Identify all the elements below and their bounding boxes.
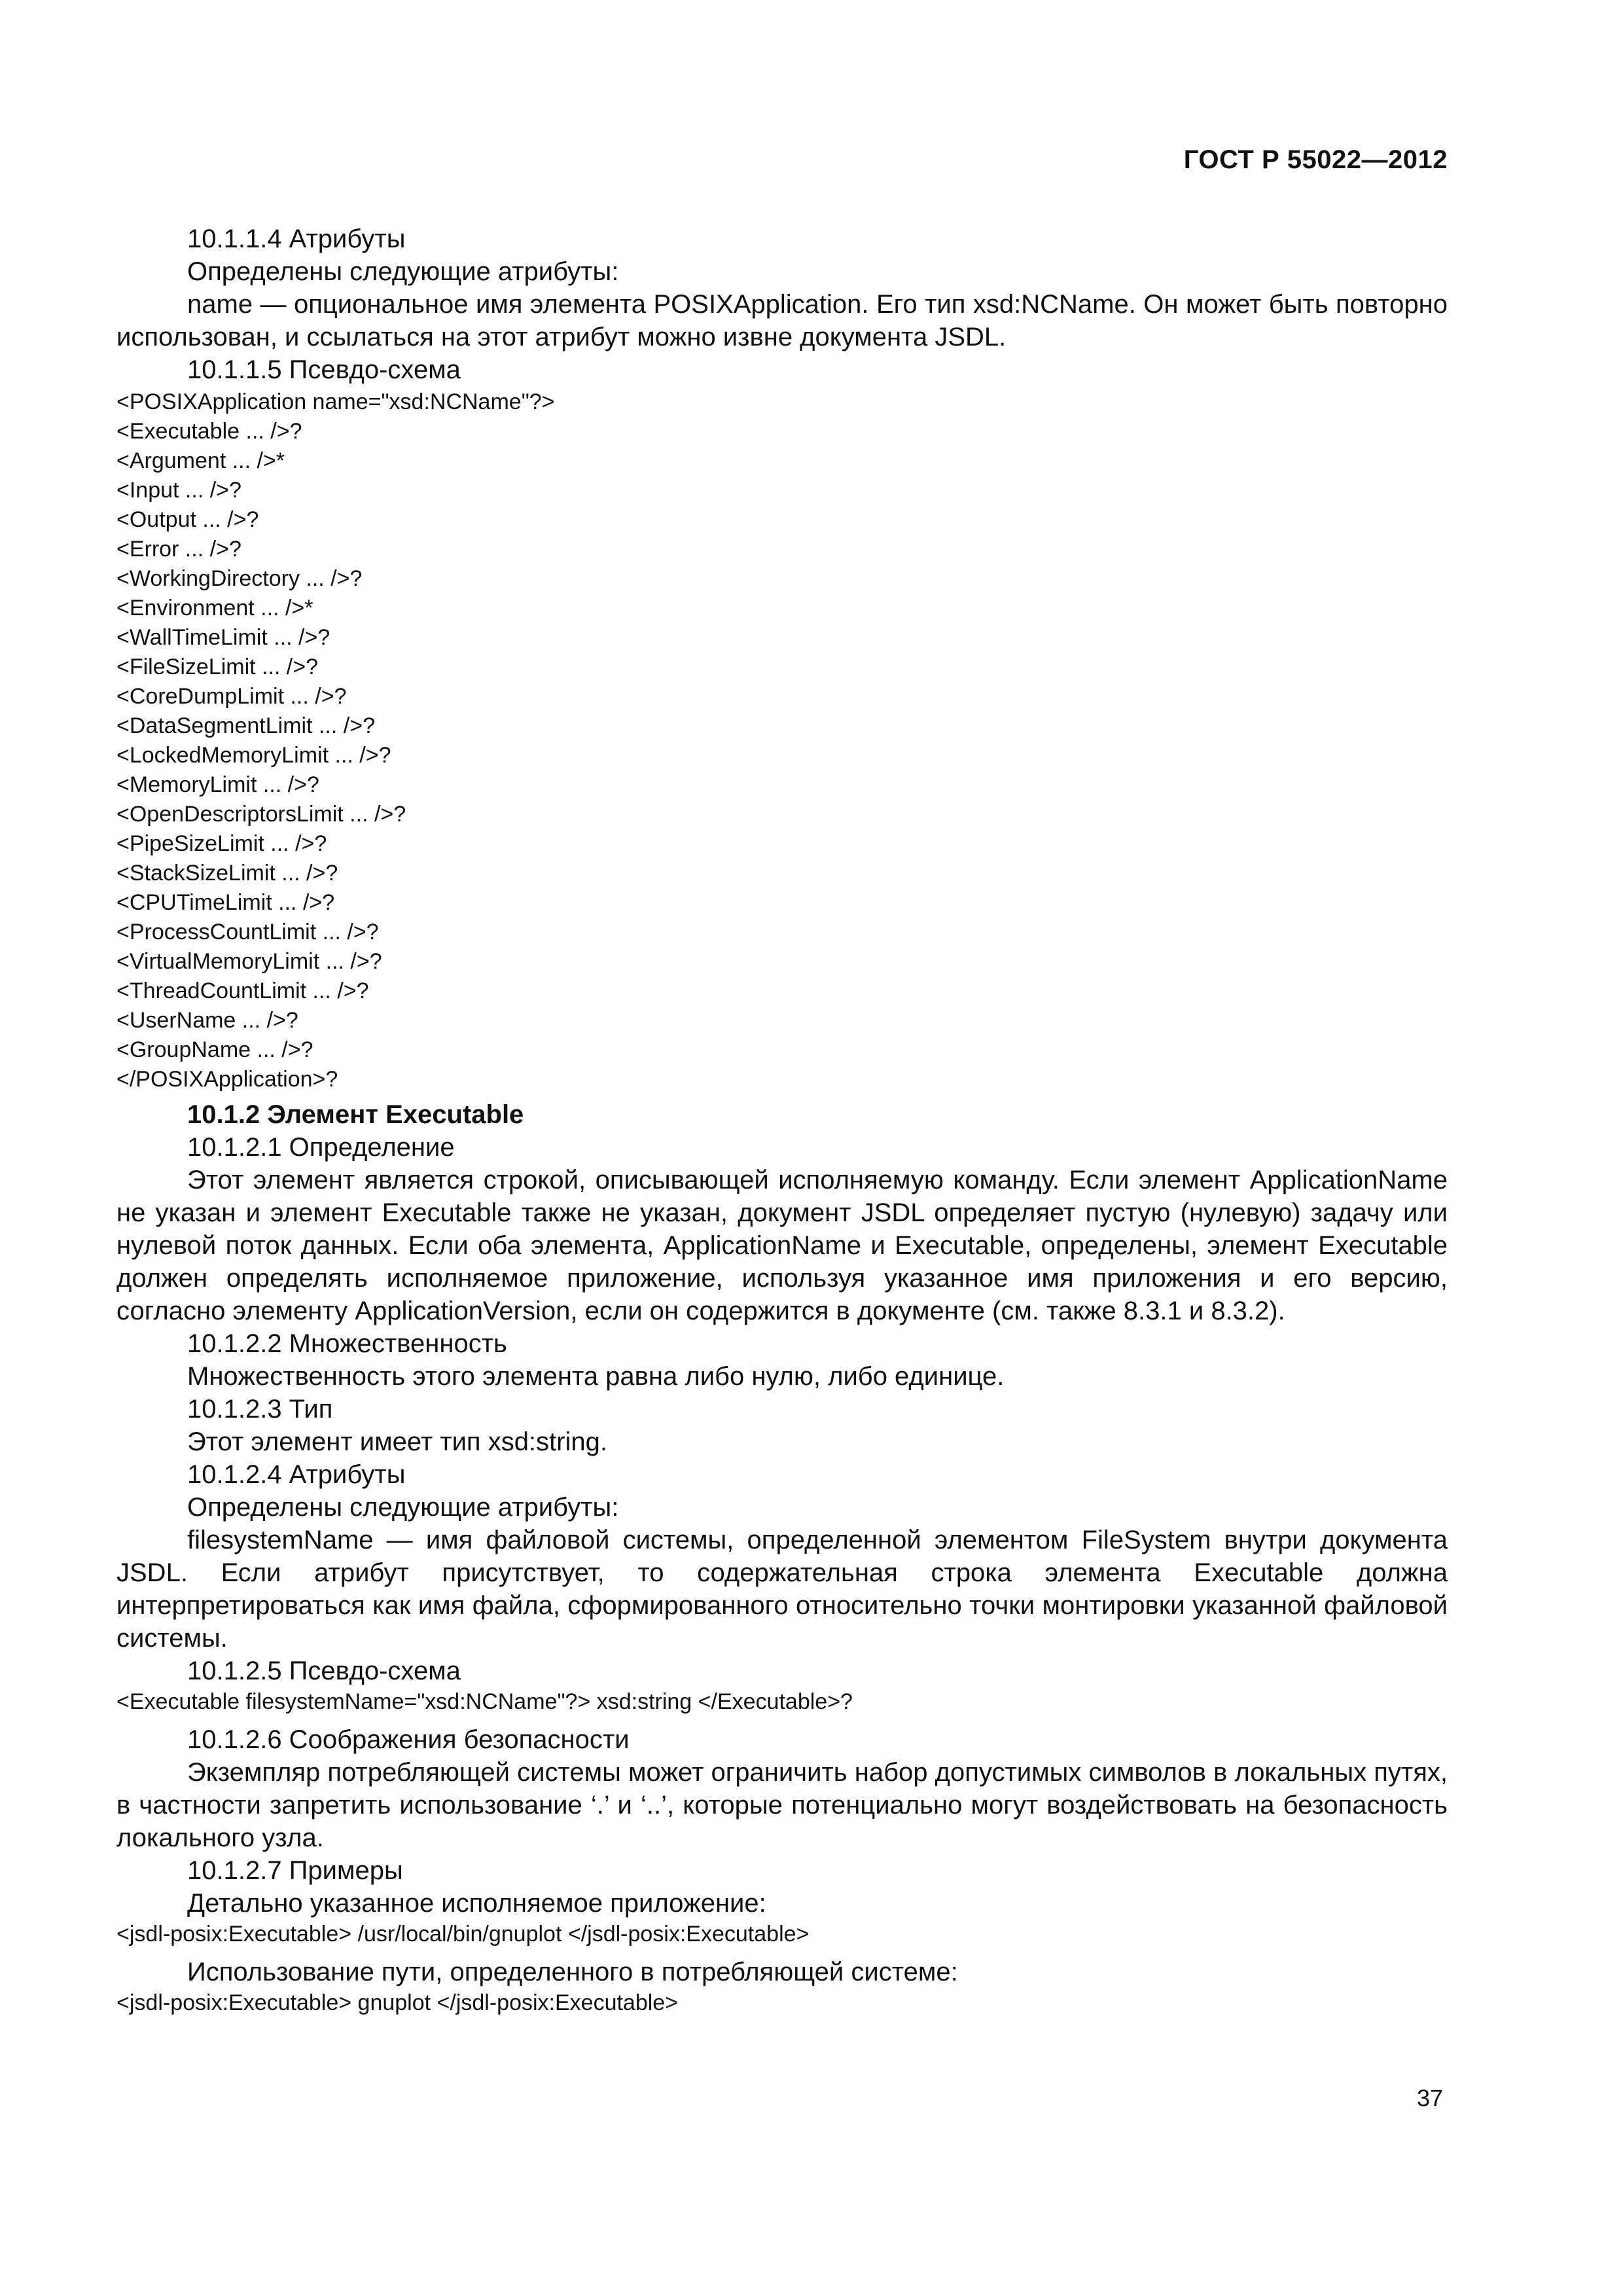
standard-header: ГОСТ Р 55022—2012 xyxy=(1183,145,1448,174)
section-heading-10-1-2-6: 10.1.2.6 Соображения безопасности xyxy=(187,1725,630,1754)
code-line: <WallTimeLimit ... />? xyxy=(116,625,330,650)
code-line: <Argument ... />* xyxy=(116,448,285,473)
name-attribute-description: name — опциональное имя элемента POSIXApplication. Его тип xsd:NCName. Он может быть повторно использован, и ссылаться на этот атрибут можно извне документа JSDL. xyxy=(116,290,1448,351)
code-line: <GroupName ... />? xyxy=(116,1037,313,1062)
section-heading-10-1-2-7: 10.1.2.7 Примеры xyxy=(187,1856,403,1885)
page-content xyxy=(116,223,1448,2018)
section-heading-10-1-2: 10.1.2 Элемент Executable xyxy=(187,1100,524,1129)
code-line: <Environment ... />* xyxy=(116,596,313,620)
code-line: <FileSizeLimit ... />? xyxy=(116,655,319,679)
section-heading-10-1-2-1: 10.1.2.1 Определение xyxy=(187,1133,455,1162)
multiplicity-text: Множественность этого элемента равна либо нулю, либо единице. xyxy=(187,1362,1005,1391)
section-heading-10-1-2-5: 10.1.2.5 Псевдо-схема xyxy=(187,1657,461,1685)
code-line: <ProcessCountLimit ... />? xyxy=(116,920,379,944)
code-line: <CPUTimeLimit ... />? xyxy=(116,890,335,915)
section-heading-10-1-1-5: 10.1.1.5 Псевдо-схема xyxy=(187,355,461,384)
type-text: Этот элемент имеет тип xsd:string. xyxy=(187,1427,607,1456)
example1-code: <jsdl-posix:Executable> /usr/local/bin/gnuplot </jsdl-posix:Executable> xyxy=(116,1922,810,1946)
example2-code: <jsdl-posix:Executable> gnuplot </jsdl-posix:Executable> xyxy=(116,1990,679,2015)
code-line: <POSIXApplication name="xsd:NCName"?> xyxy=(116,389,555,414)
attributes-intro: Определены следующие атрибуты: xyxy=(187,1493,619,1522)
section-heading-10-1-2-3: 10.1.2.3 Тип xyxy=(187,1395,333,1424)
code-line: <WorkingDirectory ... />? xyxy=(116,566,363,591)
filesystemname-attribute-description: filesystemName — имя файловой системы, определенной элементом FileSystem внутри документа JSDL. Если атрибут присутствует, то содержательная строка элемента Executable должна интерпретироваться как имя файла, сформированного относительно точки монтировки указанной файловой системы. xyxy=(116,1526,1448,1653)
code-line: <StackSizeLimit ... />? xyxy=(116,861,338,886)
section-heading-10-1-2-4: 10.1.2.4 Атрибуты xyxy=(187,1460,406,1489)
code-line: <OpenDescriptorsLimit ... />? xyxy=(116,802,406,827)
code-line: <MemoryLimit ... />? xyxy=(116,772,319,797)
code-line: <DataSegmentLimit ... />? xyxy=(116,713,375,738)
code-line: <Output ... />? xyxy=(116,507,259,532)
code-line: <ThreadCountLimit ... />? xyxy=(116,978,369,1003)
example1-intro: Детально указанное исполняемое приложение: xyxy=(187,1889,766,1918)
definition-text: Этот элемент является строкой, описывающей исполняемую команду. Если элемент ApplicationName не указан и элемент Executable также не указан, документ JSDL определяет пустую (нулевую) задачу или нулевой поток данных. Если оба элемента, ApplicationName и Executable, определены, элемент Executable должен определять исполняемое приложение, используя указанное имя приложения и его версию, согласно элементу ApplicationVersion, если он содержится в документе (см. также 8.3.1 и 8.3.2). xyxy=(116,1166,1448,1325)
section-heading-10-1-2-2: 10.1.2.2 Множественность xyxy=(187,1329,507,1358)
security-text: Экземпляр потребляющей системы может ограничить набор допустимых символов в локальных путях, в частности запретить использование ‘.’ и ‘..’, которые потенциально могут воздействовать на безопасность локального узла. xyxy=(116,1758,1448,1852)
page-number: 37 xyxy=(1416,2085,1443,2111)
posix-application-pseudo-schema xyxy=(116,387,1448,1094)
code-line: <Error ... />? xyxy=(116,537,241,562)
code-line: <PipeSizeLimit ... />? xyxy=(116,831,327,856)
code-line: </POSIXApplication>? xyxy=(116,1067,338,1092)
code-line: <Input ... />? xyxy=(116,478,241,503)
code-line: <Executable ... />? xyxy=(116,419,302,444)
executable-pseudo-schema: <Executable filesystemName="xsd:NCName"?> xsd:string </Executable>? xyxy=(116,1689,853,1714)
section-heading-10-1-1-4: 10.1.1.4 Атрибуты xyxy=(187,224,406,253)
code-line: <LockedMemoryLimit ... />? xyxy=(116,743,391,768)
code-line: <CoreDumpLimit ... />? xyxy=(116,684,347,709)
code-line: <UserName ... />? xyxy=(116,1008,298,1033)
attributes-intro: Определены следующие атрибуты: xyxy=(187,257,619,286)
example2-intro: Использование пути, определенного в потребляющей системе: xyxy=(187,1958,958,1986)
code-line: <VirtualMemoryLimit ... />? xyxy=(116,949,382,974)
